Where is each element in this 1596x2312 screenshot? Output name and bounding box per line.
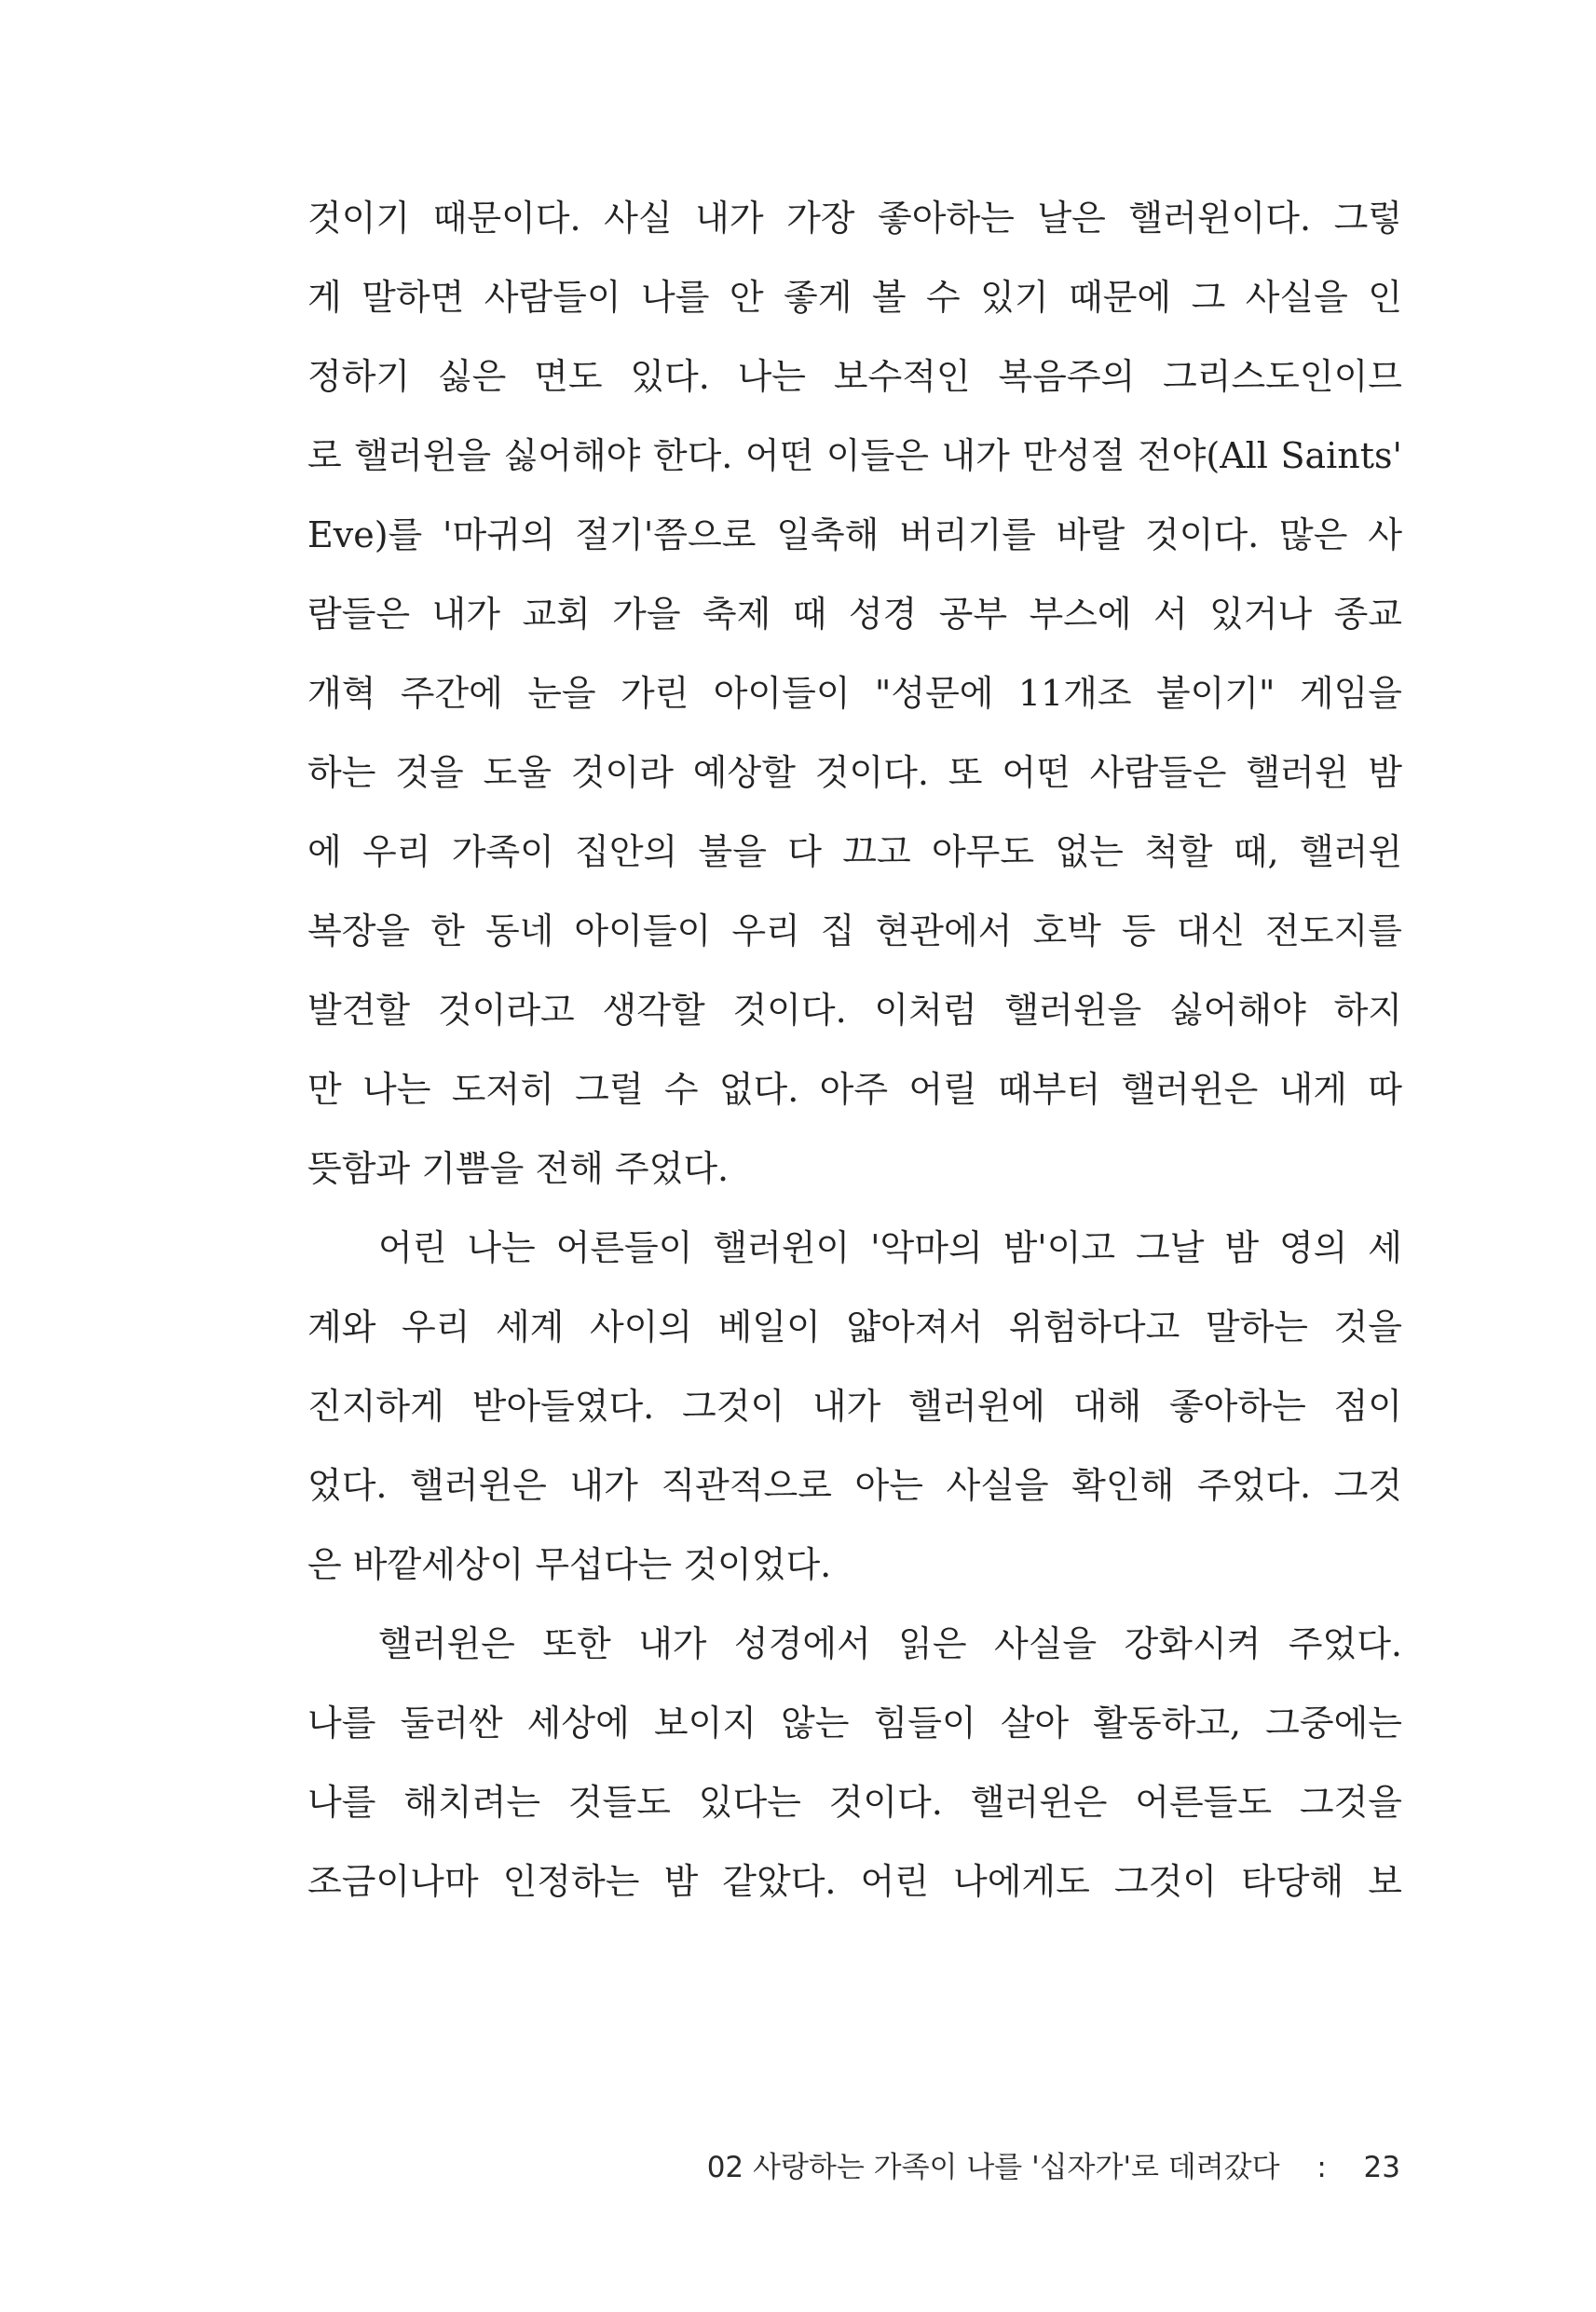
- text-line: 계와 우리 세계 사이의 베일이 얇아져서 위험하다고 말하는 것을: [307, 1306, 1402, 1348]
- chapter-title: 02 사랑하는 가족이 나를 '십자가'로 데려갔다: [706, 2151, 1280, 2184]
- text-line: 었다. 핼러윈은 내가 직관적으로 아는 사실을 확인해 주었다. 그것: [307, 1465, 1402, 1506]
- text-line: 나를 해치려는 것들도 있다는 것이다. 핼러윈은 어른들도 그것을: [307, 1782, 1402, 1823]
- text-line: 복장을 한 동네 아이들이 우리 집 현관에서 호박 등 대신 전도지를: [307, 910, 1402, 951]
- footer-separator: :: [1316, 2151, 1327, 2184]
- text-line: 만 나는 도저히 그럴 수 없다. 아주 어릴 때부터 핼러윈은 내게 따: [307, 1069, 1402, 1110]
- text-line: 어린 나는 어른들이 핼러윈이 '악마의 밤'이고 그날 밤 영의 세: [378, 1227, 1402, 1268]
- paragraph-2: [307, 1209, 1402, 1605]
- text-line: 에 우리 가족이 집안의 불을 다 끄고 아무도 없는 척할 때, 핼러윈: [307, 831, 1402, 872]
- text-line: 하는 것을 도울 것이라 예상할 것이다. 또 어떤 사람들은 핼러윈 밤: [307, 752, 1402, 793]
- text-line: 것이기 때문이다. 사실 내가 가장 좋아하는 날은 핼러윈이다. 그렇: [307, 198, 1402, 239]
- text-line: 발견할 것이라고 생각할 것이다. 이처럼 핼러윈을 싫어해야 하지: [307, 990, 1402, 1031]
- text-line: 개혁 주간에 눈을 가린 아이들이 "성문에 11개조 붙이기" 게임을: [307, 673, 1402, 714]
- text-line: Eve)를 '마귀의 절기'쯤으로 일축해 버리기를 바랄 것이다. 많은 사: [307, 514, 1402, 555]
- text-line: 정하기 싫은 면도 있다. 나는 보수적인 복음주의 그리스도인이므: [307, 356, 1402, 397]
- text-line: 나를 둘러싼 세상에 보이지 않는 힘들이 살아 활동하고, 그중에는: [307, 1703, 1402, 1744]
- running-footer: [707, 2140, 1400, 2196]
- text-line: 은 바깥세상이 무섭다는 것이었다.: [307, 1544, 832, 1585]
- paragraph-3: [307, 1605, 1402, 1922]
- text-line: 로 핼러윈을 싫어해야 한다. 어떤 이들은 내가 만성절 전야(All Saints': [307, 435, 1402, 476]
- text-line: 뜻함과 기쁨을 전해 주었다.: [307, 1148, 730, 1189]
- text-line: 진지하게 받아들였다. 그것이 내가 핼러윈에 대해 좋아하는 점이: [307, 1386, 1402, 1427]
- text-line: 핼러윈은 또한 내가 성경에서 읽은 사실을 강화시켜 주었다.: [378, 1623, 1402, 1664]
- text-line: 조금이나마 인정하는 밤 같았다. 어린 나에게도 그것이 타당해 보: [307, 1861, 1402, 1902]
- page-number: 23: [1363, 2151, 1400, 2184]
- text-line: 게 말하면 사람들이 나를 안 좋게 볼 수 있기 때문에 그 사실을 인: [307, 277, 1402, 318]
- paragraph-1: [307, 179, 1402, 1209]
- body-text: [307, 179, 1402, 1922]
- text-line: 람들은 내가 교회 가을 축제 때 성경 공부 부스에 서 있거나 종교: [307, 594, 1402, 635]
